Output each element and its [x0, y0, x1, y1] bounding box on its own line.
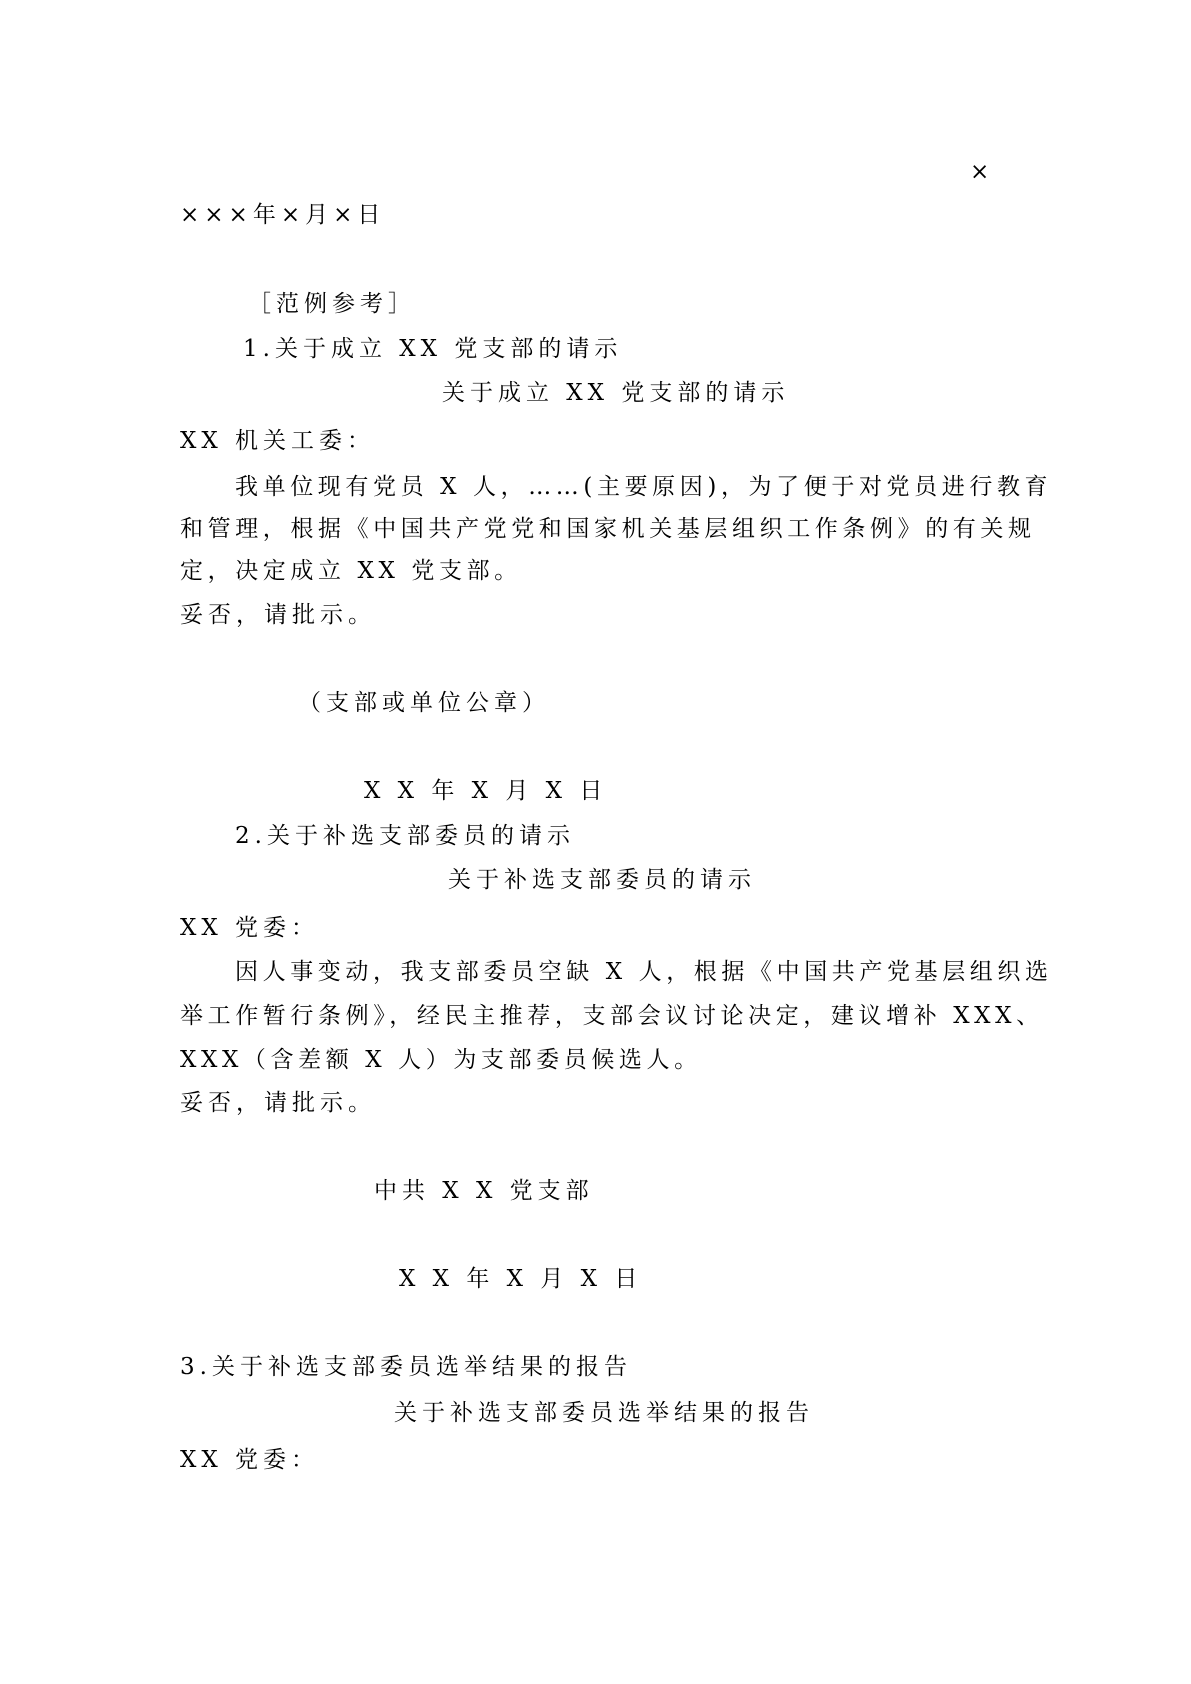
- section-2-body-line-2: 举工作暂行条例》，经民主推荐，支部会议讨论决定，建议增补 XXX、: [180, 1003, 1044, 1029]
- section-2-date: X X 年 X 月 X 日: [399, 1266, 643, 1292]
- section-2-signature: 中共 X X 党支部: [374, 1178, 594, 1204]
- section-2-recipient: XX 党委：: [180, 915, 320, 941]
- section-3-label: 3.关于补选支部委员选举结果的报告: [180, 1354, 632, 1380]
- top-date: ×××年×月×日: [180, 202, 386, 228]
- example-heading: ［范例参考］: [248, 291, 416, 317]
- section-2-closing: 妥否，请批示。: [180, 1090, 376, 1116]
- section-2-body-line-3: XXX（含差额 X 人）为支部委员候选人。: [180, 1047, 702, 1073]
- section-1-recipient: XX 机关工委：: [180, 428, 376, 454]
- section-2-title: 关于补选支部委员的请示: [448, 867, 756, 893]
- section-1-body-line-1: 我单位现有党员 X 人，……(主要原因)，为了便于对党员进行教育: [235, 474, 1053, 500]
- section-2-body-line-1: 因人事变动，我支部委员空缺 X 人，根据《中国共产党基层组织选: [235, 959, 1053, 985]
- section-1-title: 关于成立 XX 党支部的请示: [442, 380, 790, 406]
- section-1-body-line-2: 和管理，根据《中国共产党党和国家机关基层组织工作条例》的有关规: [180, 516, 1036, 542]
- section-2-label: 2.关于补选支部委员的请示: [235, 823, 575, 849]
- section-1-seal: （支部或单位公章）: [298, 690, 550, 716]
- section-1-body-line-3: 定，决定成立 XX 党支部。: [180, 558, 522, 584]
- section-1-closing: 妥否，请批示。: [180, 602, 376, 628]
- top-mark: ×: [970, 159, 995, 185]
- section-1-label: 1.关于成立 XX 党支部的请示: [243, 336, 623, 362]
- section-3-title: 关于补选支部委员选举结果的报告: [394, 1400, 814, 1426]
- section-1-date: X X 年 X 月 X 日: [364, 778, 608, 804]
- section-3-recipient: XX 党委：: [180, 1447, 320, 1473]
